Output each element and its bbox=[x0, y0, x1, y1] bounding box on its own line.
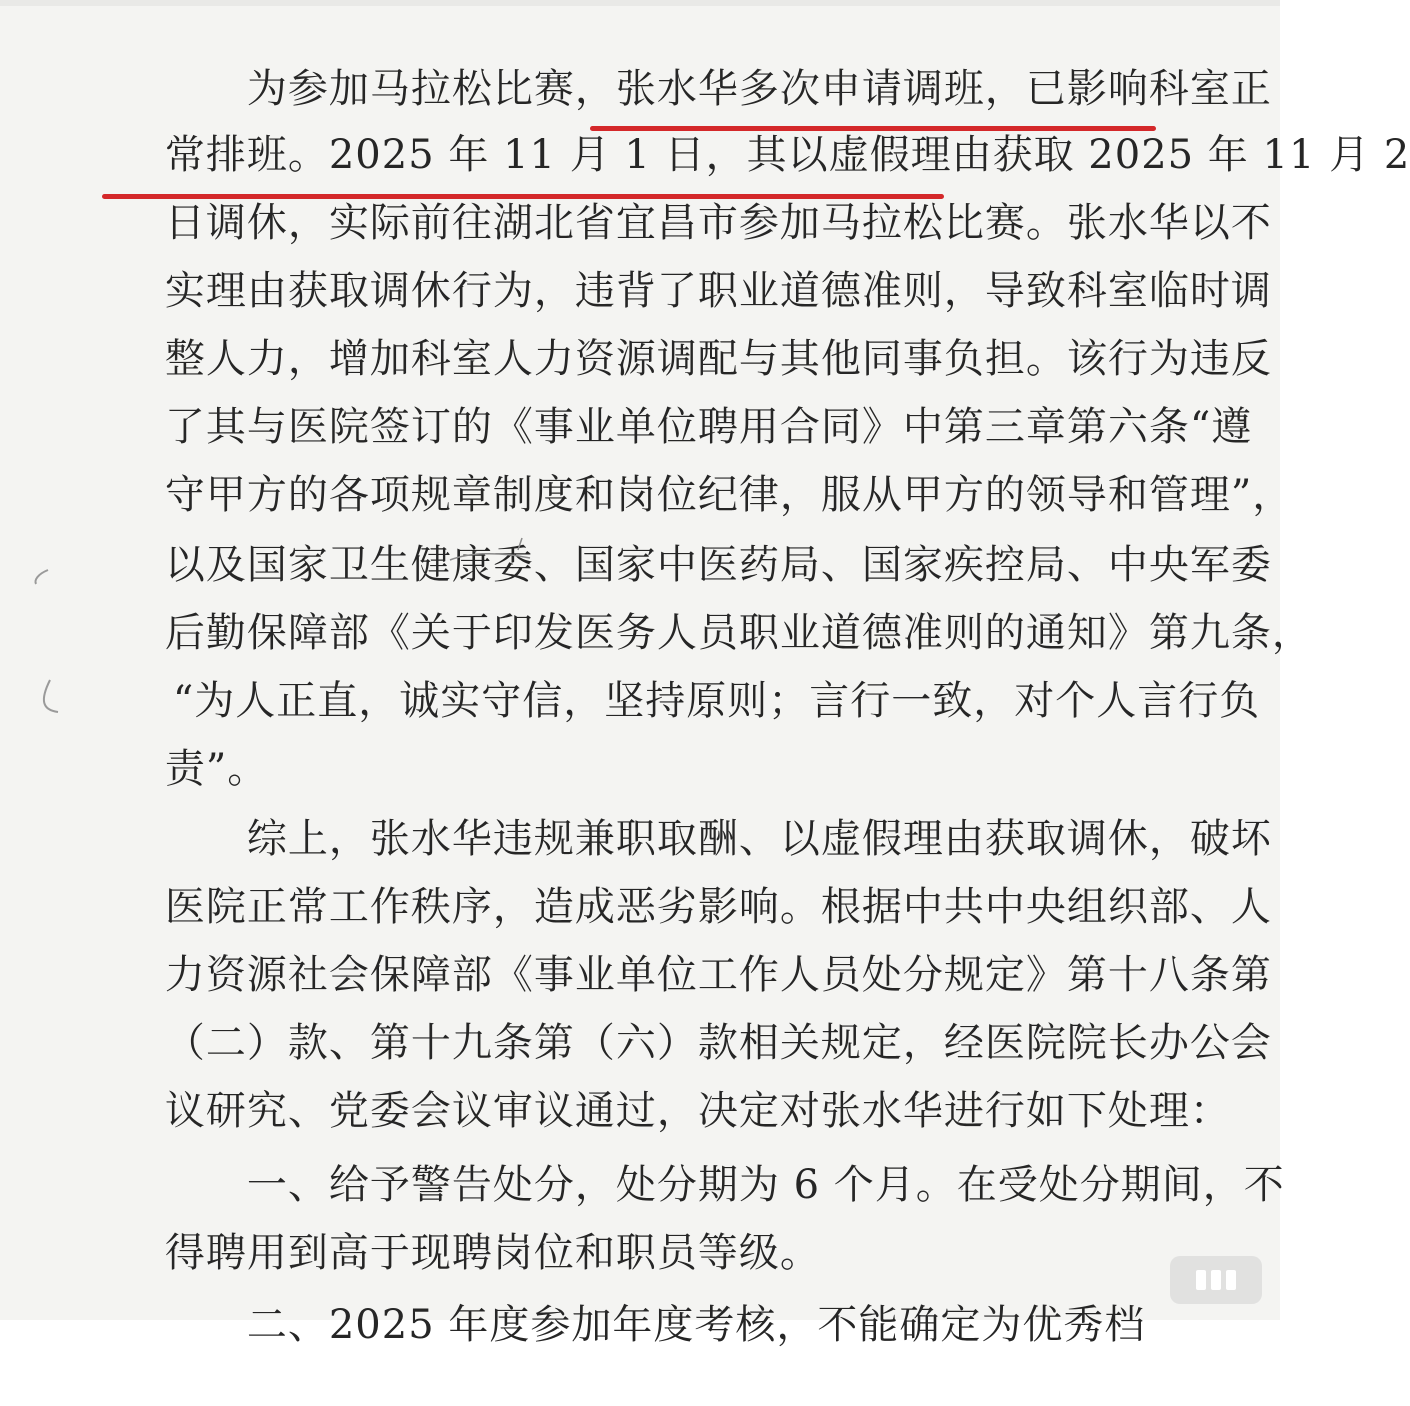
text-line-19: 二、2025 年度参加年度考核，不能确定为优秀档 bbox=[164, 1302, 1146, 1348]
line-text: 为参加马拉松比赛，张水华多次申请调班，已影响科室正 bbox=[164, 66, 1272, 112]
text-line-10: “为人正直，诚实守信，坚持原则；言行一致，对个人言行负 bbox=[172, 678, 1261, 724]
red-underline-1 bbox=[590, 126, 1156, 131]
text-line-5: 整人力，增加科室人力资源调配与其他同事负担。该行为违反 bbox=[164, 336, 1272, 382]
text-line-16: 议研究、党委会议审议通过，决定对张水华进行如下处理： bbox=[164, 1088, 1231, 1134]
text-line-18: 得聘用到高于现聘岗位和职员等级。 bbox=[164, 1230, 821, 1276]
line-text-underlined: 其以虚假理由获取 2025 年 11 月 2 bbox=[746, 132, 1410, 178]
expand-icon bbox=[1194, 1266, 1238, 1294]
text-line-12: 综上，张水华违规兼职取酬、以虚假理由获取调休，破坏 bbox=[164, 816, 1272, 862]
text-line-4: 实理由获取调休行为，违背了职业道德准则，导致科室临时调 bbox=[164, 268, 1272, 314]
pen-mark-left bbox=[20, 560, 80, 730]
text-line-6: 了其与医院签订的《事业单位聘用合同》中第三章第六条“遵 bbox=[164, 404, 1253, 450]
line-text-underlined: 日调休，实际前往湖北省宜昌市参加马拉松比赛 bbox=[164, 200, 1026, 246]
text-line-9: 后勤保障部《关于印发医务人员职业道德准则的通知》第九条， bbox=[164, 610, 1313, 656]
red-underline-2 bbox=[102, 194, 944, 199]
line-text-plain: 。张水华以不 bbox=[1025, 200, 1272, 246]
text-line-7: 守甲方的各项规章制度和岗位纪律，服从甲方的领导和管理”， bbox=[164, 472, 1294, 518]
text-line-15: （二）款、第十九条第（六）款相关规定，经医院院长办公会 bbox=[164, 1020, 1272, 1066]
text-line-14: 力资源社会保障部《事业单位工作人员处分规定》第十八条第 bbox=[164, 952, 1272, 998]
text-line-11: 责”。 bbox=[164, 746, 269, 792]
image-expand-button[interactable] bbox=[1170, 1256, 1262, 1304]
line-text-plain: 常排班。2025 年 11 月 1 日， bbox=[164, 132, 747, 178]
text-line-13: 医院正常工作秩序，造成恶劣影响。根据中共中央组织部、人 bbox=[164, 884, 1272, 930]
text-line-8: 以及国家卫生健康委、国家中医药局、国家疾控局、中央军委 bbox=[164, 542, 1272, 588]
top-edge bbox=[0, 0, 1280, 6]
text-line-17: 一、给予警告处分，处分期为 6 个月。在受处分期间，不 bbox=[164, 1162, 1285, 1208]
